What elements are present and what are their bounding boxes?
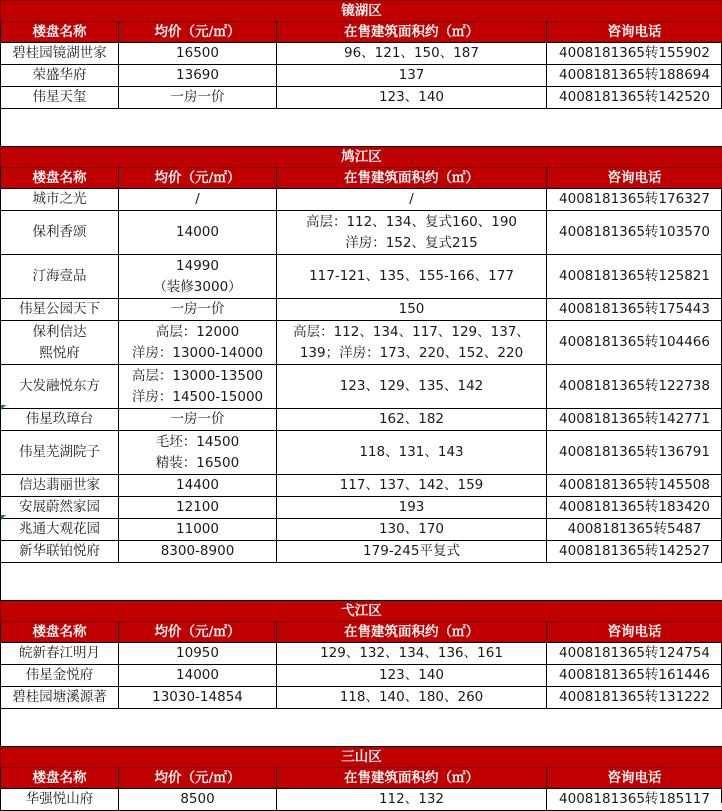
- cell-name: 皖新春江明月: [1, 643, 119, 665]
- cell-price: [119, 321, 277, 365]
- column-header-phone: 咨询电话: [547, 168, 722, 189]
- column-header-price: 均价（元/㎡）: [119, 622, 277, 643]
- cell-price: /: [119, 189, 277, 211]
- column-header-price: 均价（元/㎡）: [119, 768, 277, 789]
- cell-name: 伟星天玺: [1, 87, 119, 109]
- cell-name: 信达翡丽世家: [1, 475, 119, 497]
- district-title: 鸠江区: [1, 147, 722, 168]
- cell-price: 10950: [119, 643, 277, 665]
- cell-name: 伟星玖璋台: [1, 409, 119, 431]
- cell-comment-marker: [1, 405, 6, 410]
- cell-area: 123、129、135、142: [277, 365, 547, 409]
- spacer-cell: [1, 109, 722, 147]
- cell-name: 汀海壹品: [1, 255, 119, 299]
- cell-name: 碧桂园镜湖世家: [1, 43, 119, 65]
- cell-line: 保利信达: [1, 322, 118, 343]
- district-title: 镜湖区: [1, 1, 722, 22]
- cell-name: 城市之光: [1, 189, 119, 211]
- cell-area: 117、137、142、159: [277, 475, 547, 497]
- cell-price: [119, 431, 277, 475]
- column-header-name: 楼盘名称: [1, 168, 119, 189]
- cell-area: 130、170: [277, 519, 547, 541]
- cell-phone: 4008181365转131222: [547, 687, 722, 709]
- table-row: [1, 541, 722, 563]
- district-title: 弋江区: [1, 601, 722, 622]
- cell-phone: 4008181365转183420: [547, 497, 722, 519]
- cell-phone: 4008181365转161446: [547, 665, 722, 687]
- cell-name: 大发融悦东方: [1, 365, 119, 409]
- cell-phone: 4008181365转142771: [547, 409, 722, 431]
- section-spacer: [1, 709, 722, 747]
- district-title: 三山区: [1, 747, 722, 768]
- column-header-row: [1, 168, 722, 189]
- cell-area: 118、131、143: [277, 431, 547, 475]
- spacer-cell: [1, 709, 722, 747]
- table-row: [1, 643, 722, 665]
- cell-area: 123、140: [277, 665, 547, 687]
- cell-phone: 4008181365转185117: [547, 789, 722, 811]
- cell-area: 137: [277, 65, 547, 87]
- table-row: [1, 365, 722, 409]
- cell-phone: 4008181365转122738: [547, 365, 722, 409]
- cell-line: （装修3000）: [119, 277, 276, 298]
- cell-phone: 4008181365转188694: [547, 65, 722, 87]
- cell-price: 14400: [119, 475, 277, 497]
- cell-price: 13690: [119, 65, 277, 87]
- cell-area: 117-121、135、155-166、177: [277, 255, 547, 299]
- cell-name: 伟星公园天下: [1, 299, 119, 321]
- cell-line: 高层：13000-13500: [119, 366, 276, 387]
- cell-area: 179-245平复式: [277, 541, 547, 563]
- cell-price: [119, 255, 277, 299]
- column-header-price: 均价（元/㎡）: [119, 168, 277, 189]
- cell-area: 118、140、180、260: [277, 687, 547, 709]
- cell-phone: 4008181365转142520: [547, 87, 722, 109]
- column-header-phone: 咨询电话: [547, 22, 722, 43]
- column-header-name: 楼盘名称: [1, 768, 119, 789]
- column-header-area: 在售建筑面积约（㎡）: [277, 168, 547, 189]
- cell-phone: 4008181365转125821: [547, 255, 722, 299]
- cell-line: 高层：112、134、复式160、190: [277, 212, 546, 233]
- column-header-area: 在售建筑面积约（㎡）: [277, 768, 547, 789]
- district-title-row: [1, 1, 722, 22]
- cell-name: 伟星金悦府: [1, 665, 119, 687]
- cell-name: 荣盛华府: [1, 65, 119, 87]
- cell-area: 150: [277, 299, 547, 321]
- cell-comment-marker: [1, 515, 6, 520]
- district-title-row: [1, 601, 722, 622]
- cell-phone: 4008181365转176327: [547, 189, 722, 211]
- cell-price: 8500: [119, 789, 277, 811]
- cell-price: 12100: [119, 497, 277, 519]
- cell-line: 14990: [119, 256, 276, 277]
- column-header-area: 在售建筑面积约（㎡）: [277, 622, 547, 643]
- cell-area: 112、132: [277, 789, 547, 811]
- cell-line: 139；洋房：173、220、152、220: [277, 343, 546, 364]
- cell-price: 16500: [119, 43, 277, 65]
- cell-line: 高层：112、134、117、129、137、: [277, 322, 546, 343]
- cell-name: 安展蔚然家园: [1, 497, 119, 519]
- table-row: [1, 431, 722, 475]
- table-row: [1, 189, 722, 211]
- cell-price: 一房一价: [119, 409, 277, 431]
- table-row: [1, 475, 722, 497]
- table-row: [1, 665, 722, 687]
- section-spacer: [1, 109, 722, 147]
- cell-area: 162、182: [277, 409, 547, 431]
- table-row: [1, 211, 722, 255]
- cell-area: 96、121、150、187: [277, 43, 547, 65]
- cell-price: 13030-14854: [119, 687, 277, 709]
- cell-phone: 4008181365转145508: [547, 475, 722, 497]
- cell-price: 一房一价: [119, 299, 277, 321]
- cell-price: 8300-8900: [119, 541, 277, 563]
- cell-area: [277, 211, 547, 255]
- cell-name: 碧桂园塘溪源著: [1, 687, 119, 709]
- cell-name: 伟星芜湖院子: [1, 431, 119, 475]
- cell-line: 洋房：152、复式215: [277, 233, 546, 254]
- cell-line: 熙悦府: [1, 343, 118, 364]
- table-row: [1, 255, 722, 299]
- district-title-row: [1, 747, 722, 768]
- column-header-phone: 咨询电话: [547, 768, 722, 789]
- spacer-cell: [1, 563, 722, 601]
- column-header-name: 楼盘名称: [1, 622, 119, 643]
- table-row: [1, 43, 722, 65]
- cell-price: 14000: [119, 211, 277, 255]
- cell-area: 129、132、134、136、161: [277, 643, 547, 665]
- cell-line: 洋房：13000-14000: [119, 343, 276, 364]
- cell-line: 毛坯：14500: [119, 432, 276, 453]
- cell-name: [1, 321, 119, 365]
- cell-phone: 4008181365转124754: [547, 643, 722, 665]
- table-row: [1, 321, 722, 365]
- table-row: [1, 65, 722, 87]
- table-row: [1, 299, 722, 321]
- cell-price: [119, 365, 277, 409]
- cell-line: 洋房：14500-15000: [119, 387, 276, 408]
- column-header-name: 楼盘名称: [1, 22, 119, 43]
- cell-price: 14000: [119, 665, 277, 687]
- column-header-price: 均价（元/㎡）: [119, 22, 277, 43]
- cell-phone: 4008181365转142527: [547, 541, 722, 563]
- cell-phone: 4008181365转136791: [547, 431, 722, 475]
- cell-phone: 4008181365转104466: [547, 321, 722, 365]
- cell-price: 一房一价: [119, 87, 277, 109]
- column-header-row: [1, 622, 722, 643]
- cell-line: 高层：12000: [119, 322, 276, 343]
- column-header-row: [1, 768, 722, 789]
- cell-line: 精装：16500: [119, 453, 276, 474]
- table-row: [1, 519, 722, 541]
- cell-area: 193: [277, 497, 547, 519]
- cell-name: 新华联铂悦府: [1, 541, 119, 563]
- column-header-phone: 咨询电话: [547, 622, 722, 643]
- cell-phone: 4008181365转155902: [547, 43, 722, 65]
- district-title-row: [1, 147, 722, 168]
- column-header-row: [1, 22, 722, 43]
- cell-phone: 4008181365转5487: [547, 519, 722, 541]
- table-row: [1, 789, 722, 811]
- column-header-area: 在售建筑面积约（㎡）: [277, 22, 547, 43]
- cell-phone: 4008181365转103570: [547, 211, 722, 255]
- cell-area: [277, 321, 547, 365]
- cell-price: 11000: [119, 519, 277, 541]
- table-row: [1, 497, 722, 519]
- table-row: [1, 87, 722, 109]
- cell-name: 华强悦山府: [1, 789, 119, 811]
- table-row: [1, 687, 722, 709]
- cell-name: 保利香颂: [1, 211, 119, 255]
- table-row: [1, 409, 722, 431]
- cell-area: 123、140: [277, 87, 547, 109]
- section-spacer: [1, 563, 722, 601]
- cell-name: 兆通大观花园: [1, 519, 119, 541]
- cell-phone: 4008181365转175443: [547, 299, 722, 321]
- cell-area: /: [277, 189, 547, 211]
